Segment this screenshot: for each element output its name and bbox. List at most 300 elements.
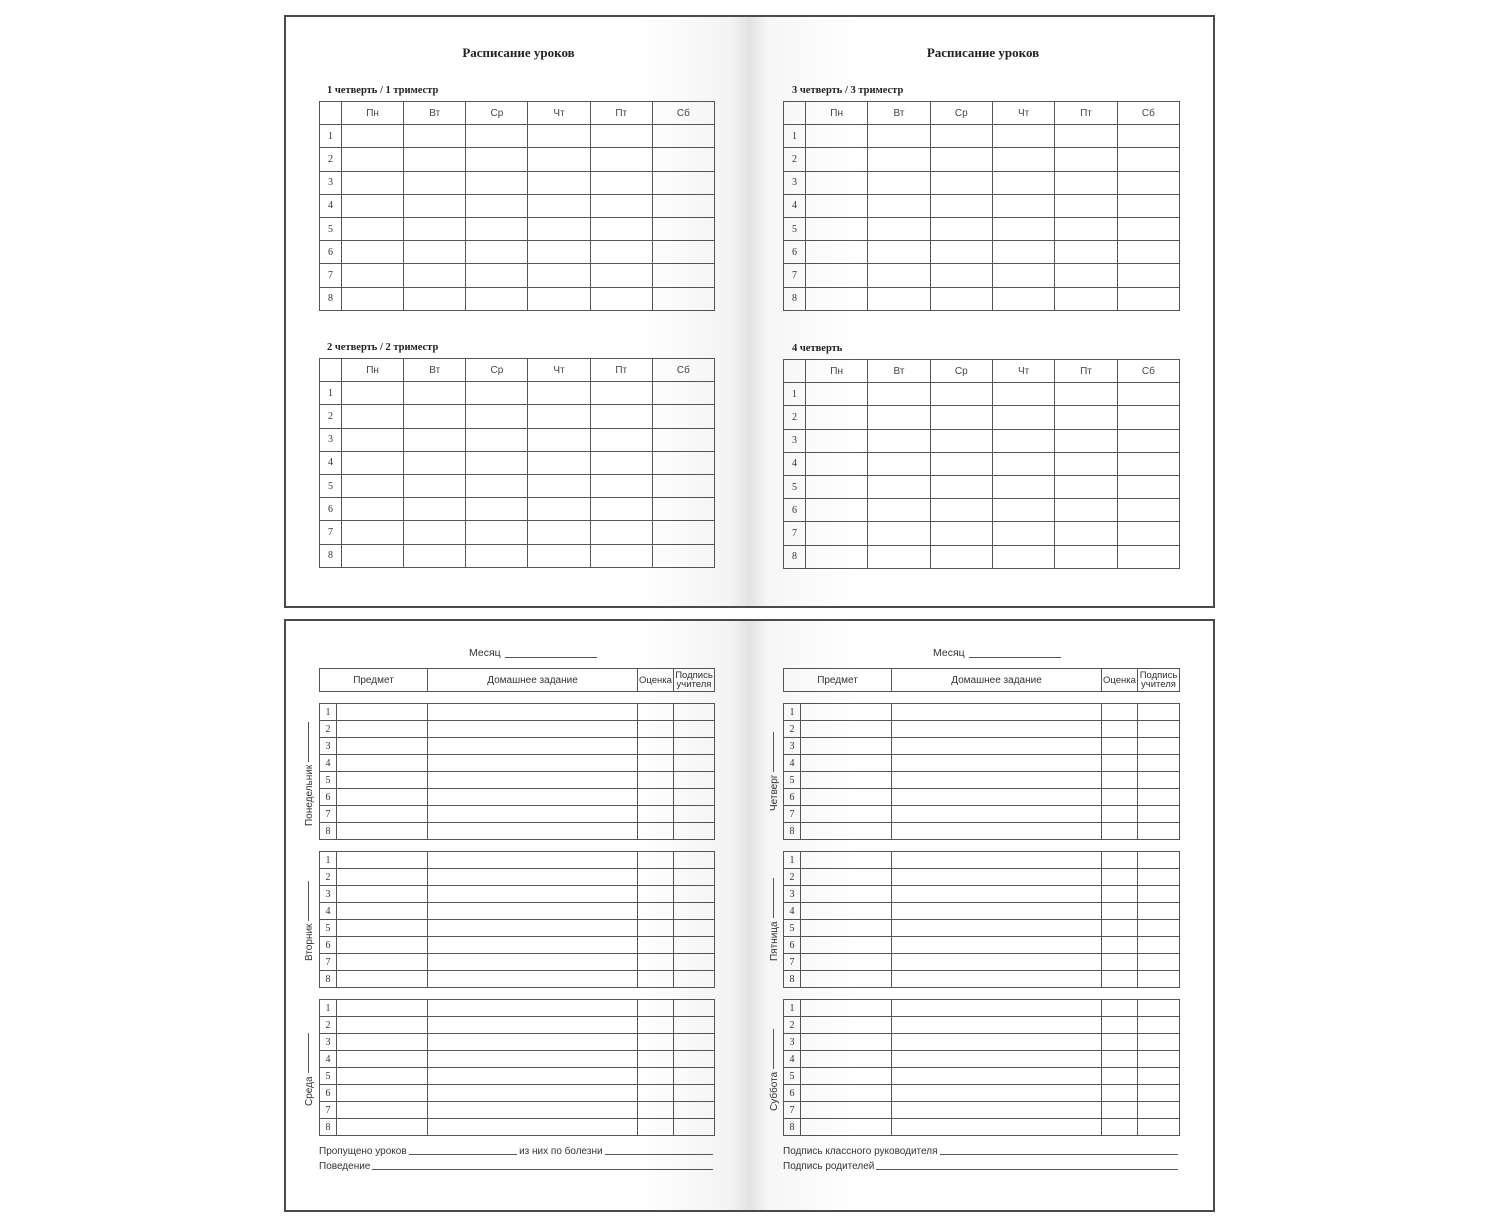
subject-cell[interactable]	[801, 1119, 892, 1136]
grade-cell[interactable]	[638, 1085, 674, 1102]
schedule-cell[interactable]	[528, 241, 590, 264]
schedule-cell[interactable]	[930, 383, 992, 406]
task-cell[interactable]	[892, 954, 1102, 971]
subject-cell[interactable]	[337, 903, 428, 920]
subject-cell[interactable]	[801, 738, 892, 755]
schedule-cell[interactable]	[930, 429, 992, 452]
schedule-cell[interactable]	[528, 428, 590, 451]
schedule-cell[interactable]	[806, 217, 868, 240]
schedule-cell[interactable]	[992, 241, 1054, 264]
grade-cell[interactable]	[1102, 886, 1138, 903]
schedule-cell[interactable]	[1117, 241, 1179, 264]
teacher-sign-cell[interactable]	[674, 1119, 715, 1136]
grade-cell[interactable]	[1102, 903, 1138, 920]
schedule-cell[interactable]	[992, 545, 1054, 568]
schedule-cell[interactable]	[806, 545, 868, 568]
schedule-cell[interactable]	[652, 194, 714, 217]
schedule-cell[interactable]	[1055, 264, 1117, 287]
schedule-cell[interactable]	[992, 194, 1054, 217]
teacher-sign-cell[interactable]	[674, 852, 715, 869]
schedule-cell[interactable]	[404, 382, 466, 405]
schedule-cell[interactable]	[590, 264, 652, 287]
schedule-cell[interactable]	[1117, 452, 1179, 475]
teacher-sign-cell[interactable]	[674, 721, 715, 738]
schedule-cell[interactable]	[404, 148, 466, 171]
schedule-cell[interactable]	[466, 125, 528, 148]
grade-cell[interactable]	[638, 806, 674, 823]
schedule-cell[interactable]	[1117, 406, 1179, 429]
task-cell[interactable]	[892, 1119, 1102, 1136]
schedule-cell[interactable]	[466, 382, 528, 405]
schedule-cell[interactable]	[992, 452, 1054, 475]
grade-cell[interactable]	[638, 738, 674, 755]
grade-cell[interactable]	[1102, 852, 1138, 869]
task-cell[interactable]	[892, 920, 1102, 937]
schedule-cell[interactable]	[342, 451, 404, 474]
teacher-sign-cell[interactable]	[1138, 789, 1180, 806]
task-cell[interactable]	[892, 869, 1102, 886]
schedule-cell[interactable]	[590, 405, 652, 428]
schedule-cell[interactable]	[590, 382, 652, 405]
schedule-cell[interactable]	[930, 171, 992, 194]
task-cell[interactable]	[428, 789, 638, 806]
teacher-sign-cell[interactable]	[1138, 806, 1180, 823]
subject-cell[interactable]	[337, 721, 428, 738]
schedule-cell[interactable]	[342, 264, 404, 287]
schedule-cell[interactable]	[404, 521, 466, 544]
schedule-cell[interactable]	[930, 406, 992, 429]
schedule-cell[interactable]	[342, 474, 404, 497]
schedule-cell[interactable]	[1055, 383, 1117, 406]
subject-cell[interactable]	[337, 1102, 428, 1119]
grade-cell[interactable]	[1102, 1102, 1138, 1119]
subject-cell[interactable]	[337, 971, 428, 988]
schedule-cell[interactable]	[528, 287, 590, 310]
teacher-sign-cell[interactable]	[674, 789, 715, 806]
task-cell[interactable]	[428, 738, 638, 755]
teacher-sign-cell[interactable]	[674, 738, 715, 755]
schedule-cell[interactable]	[342, 217, 404, 240]
grade-cell[interactable]	[1102, 1034, 1138, 1051]
subject-cell[interactable]	[337, 704, 428, 721]
schedule-cell[interactable]	[868, 287, 930, 310]
schedule-cell[interactable]	[1055, 545, 1117, 568]
schedule-cell[interactable]	[806, 429, 868, 452]
subject-cell[interactable]	[801, 789, 892, 806]
schedule-cell[interactable]	[1117, 217, 1179, 240]
schedule-cell[interactable]	[528, 451, 590, 474]
schedule-cell[interactable]	[652, 405, 714, 428]
schedule-cell[interactable]	[404, 428, 466, 451]
teacher-sign-cell[interactable]	[674, 704, 715, 721]
schedule-cell[interactable]	[930, 545, 992, 568]
grade-cell[interactable]	[638, 886, 674, 903]
schedule-cell[interactable]	[652, 382, 714, 405]
teacher-sign-cell[interactable]	[1138, 1017, 1180, 1034]
schedule-cell[interactable]	[466, 451, 528, 474]
schedule-cell[interactable]	[992, 383, 1054, 406]
teacher-sign-cell[interactable]	[1138, 903, 1180, 920]
grade-cell[interactable]	[638, 823, 674, 840]
schedule-cell[interactable]	[992, 475, 1054, 498]
schedule-cell[interactable]	[992, 148, 1054, 171]
subject-cell[interactable]	[337, 920, 428, 937]
task-cell[interactable]	[892, 738, 1102, 755]
task-cell[interactable]	[892, 1051, 1102, 1068]
schedule-cell[interactable]	[528, 498, 590, 521]
schedule-cell[interactable]	[992, 125, 1054, 148]
teacher-sign-cell[interactable]	[1138, 1051, 1180, 1068]
schedule-cell[interactable]	[528, 194, 590, 217]
subject-cell[interactable]	[801, 920, 892, 937]
schedule-cell[interactable]	[404, 171, 466, 194]
task-cell[interactable]	[892, 772, 1102, 789]
schedule-cell[interactable]	[930, 217, 992, 240]
schedule-cell[interactable]	[868, 499, 930, 522]
schedule-cell[interactable]	[806, 522, 868, 545]
schedule-cell[interactable]	[590, 194, 652, 217]
grade-cell[interactable]	[1102, 954, 1138, 971]
schedule-cell[interactable]	[590, 148, 652, 171]
schedule-cell[interactable]	[466, 264, 528, 287]
schedule-cell[interactable]	[528, 382, 590, 405]
schedule-cell[interactable]	[342, 287, 404, 310]
schedule-cell[interactable]	[806, 452, 868, 475]
schedule-cell[interactable]	[992, 406, 1054, 429]
teacher-sign-cell[interactable]	[1138, 1102, 1180, 1119]
schedule-cell[interactable]	[1055, 148, 1117, 171]
task-cell[interactable]	[892, 806, 1102, 823]
teacher-sign-cell[interactable]	[674, 886, 715, 903]
schedule-cell[interactable]	[404, 544, 466, 567]
grade-cell[interactable]	[1102, 1017, 1138, 1034]
schedule-cell[interactable]	[652, 451, 714, 474]
grade-cell[interactable]	[638, 721, 674, 738]
teacher-sign-cell[interactable]	[1138, 1085, 1180, 1102]
teacher-sign-cell[interactable]	[1138, 704, 1180, 721]
grade-cell[interactable]	[638, 1051, 674, 1068]
schedule-cell[interactable]	[1117, 475, 1179, 498]
schedule-cell[interactable]	[590, 217, 652, 240]
subject-cell[interactable]	[337, 1119, 428, 1136]
subject-cell[interactable]	[337, 1068, 428, 1085]
subject-cell[interactable]	[801, 954, 892, 971]
schedule-cell[interactable]	[404, 287, 466, 310]
grade-cell[interactable]	[638, 954, 674, 971]
grade-cell[interactable]	[638, 789, 674, 806]
schedule-cell[interactable]	[404, 217, 466, 240]
teacher-sign-cell[interactable]	[674, 755, 715, 772]
schedule-cell[interactable]	[930, 475, 992, 498]
subject-cell[interactable]	[337, 1085, 428, 1102]
schedule-cell[interactable]	[652, 171, 714, 194]
schedule-cell[interactable]	[466, 148, 528, 171]
schedule-cell[interactable]	[930, 522, 992, 545]
schedule-cell[interactable]	[528, 521, 590, 544]
schedule-cell[interactable]	[806, 383, 868, 406]
grade-cell[interactable]	[1102, 806, 1138, 823]
schedule-cell[interactable]	[342, 171, 404, 194]
schedule-cell[interactable]	[528, 474, 590, 497]
subject-cell[interactable]	[801, 1000, 892, 1017]
grade-cell[interactable]	[1102, 920, 1138, 937]
schedule-cell[interactable]	[930, 287, 992, 310]
schedule-cell[interactable]	[1117, 545, 1179, 568]
schedule-cell[interactable]	[342, 498, 404, 521]
teacher-sign-cell[interactable]	[674, 1068, 715, 1085]
grade-cell[interactable]	[638, 1034, 674, 1051]
subject-cell[interactable]	[801, 755, 892, 772]
subject-cell[interactable]	[337, 738, 428, 755]
grade-cell[interactable]	[1102, 1085, 1138, 1102]
grade-cell[interactable]	[1102, 823, 1138, 840]
schedule-cell[interactable]	[652, 498, 714, 521]
task-cell[interactable]	[428, 1017, 638, 1034]
schedule-cell[interactable]	[868, 148, 930, 171]
schedule-cell[interactable]	[992, 171, 1054, 194]
task-cell[interactable]	[892, 1068, 1102, 1085]
task-cell[interactable]	[892, 1000, 1102, 1017]
grade-cell[interactable]	[1102, 704, 1138, 721]
task-cell[interactable]	[892, 1085, 1102, 1102]
schedule-cell[interactable]	[652, 217, 714, 240]
schedule-cell[interactable]	[652, 544, 714, 567]
schedule-cell[interactable]	[1055, 287, 1117, 310]
schedule-cell[interactable]	[868, 522, 930, 545]
schedule-cell[interactable]	[528, 405, 590, 428]
schedule-cell[interactable]	[528, 264, 590, 287]
schedule-cell[interactable]	[1117, 429, 1179, 452]
grade-cell[interactable]	[1102, 1119, 1138, 1136]
schedule-cell[interactable]	[868, 217, 930, 240]
subject-cell[interactable]	[337, 852, 428, 869]
task-cell[interactable]	[892, 823, 1102, 840]
schedule-cell[interactable]	[466, 428, 528, 451]
schedule-cell[interactable]	[342, 382, 404, 405]
schedule-cell[interactable]	[528, 125, 590, 148]
subject-cell[interactable]	[801, 869, 892, 886]
schedule-cell[interactable]	[404, 241, 466, 264]
schedule-cell[interactable]	[466, 241, 528, 264]
teacher-sign-cell[interactable]	[674, 1000, 715, 1017]
subject-cell[interactable]	[801, 1102, 892, 1119]
grade-cell[interactable]	[638, 1000, 674, 1017]
schedule-cell[interactable]	[342, 405, 404, 428]
schedule-cell[interactable]	[806, 194, 868, 217]
grade-cell[interactable]	[1102, 789, 1138, 806]
schedule-cell[interactable]	[806, 287, 868, 310]
schedule-cell[interactable]	[466, 194, 528, 217]
schedule-cell[interactable]	[590, 498, 652, 521]
task-cell[interactable]	[892, 937, 1102, 954]
schedule-cell[interactable]	[806, 264, 868, 287]
schedule-cell[interactable]	[868, 194, 930, 217]
task-cell[interactable]	[428, 1085, 638, 1102]
schedule-cell[interactable]	[652, 148, 714, 171]
schedule-cell[interactable]	[1055, 452, 1117, 475]
task-cell[interactable]	[428, 1102, 638, 1119]
schedule-cell[interactable]	[1055, 522, 1117, 545]
grade-cell[interactable]	[1102, 971, 1138, 988]
schedule-cell[interactable]	[868, 125, 930, 148]
grade-cell[interactable]	[1102, 721, 1138, 738]
grade-cell[interactable]	[638, 920, 674, 937]
task-cell[interactable]	[892, 789, 1102, 806]
schedule-cell[interactable]	[652, 521, 714, 544]
grade-cell[interactable]	[1102, 1068, 1138, 1085]
task-cell[interactable]	[428, 755, 638, 772]
subject-cell[interactable]	[337, 1051, 428, 1068]
schedule-cell[interactable]	[466, 287, 528, 310]
teacher-sign-cell[interactable]	[674, 772, 715, 789]
schedule-cell[interactable]	[868, 383, 930, 406]
schedule-cell[interactable]	[930, 452, 992, 475]
schedule-cell[interactable]	[342, 241, 404, 264]
schedule-cell[interactable]	[930, 241, 992, 264]
schedule-cell[interactable]	[806, 499, 868, 522]
schedule-cell[interactable]	[590, 474, 652, 497]
schedule-cell[interactable]	[806, 475, 868, 498]
schedule-cell[interactable]	[652, 287, 714, 310]
subject-cell[interactable]	[801, 971, 892, 988]
grade-cell[interactable]	[1102, 738, 1138, 755]
grade-cell[interactable]	[1102, 1051, 1138, 1068]
schedule-cell[interactable]	[1117, 383, 1179, 406]
teacher-sign-cell[interactable]	[674, 937, 715, 954]
task-cell[interactable]	[428, 886, 638, 903]
teacher-sign-cell[interactable]	[674, 823, 715, 840]
schedule-cell[interactable]	[992, 499, 1054, 522]
schedule-cell[interactable]	[868, 475, 930, 498]
schedule-cell[interactable]	[342, 125, 404, 148]
teacher-sign-cell[interactable]	[674, 920, 715, 937]
schedule-cell[interactable]	[992, 429, 1054, 452]
teacher-sign-cell[interactable]	[674, 1102, 715, 1119]
schedule-cell[interactable]	[992, 264, 1054, 287]
task-cell[interactable]	[428, 1119, 638, 1136]
schedule-cell[interactable]	[1055, 475, 1117, 498]
grade-cell[interactable]	[638, 852, 674, 869]
schedule-cell[interactable]	[466, 171, 528, 194]
schedule-cell[interactable]	[404, 498, 466, 521]
schedule-cell[interactable]	[342, 428, 404, 451]
schedule-cell[interactable]	[930, 499, 992, 522]
teacher-sign-cell[interactable]	[1138, 772, 1180, 789]
subject-cell[interactable]	[337, 869, 428, 886]
schedule-cell[interactable]	[404, 474, 466, 497]
subject-cell[interactable]	[337, 1017, 428, 1034]
task-cell[interactable]	[892, 903, 1102, 920]
schedule-cell[interactable]	[1117, 125, 1179, 148]
schedule-cell[interactable]	[806, 241, 868, 264]
grade-cell[interactable]	[638, 704, 674, 721]
subject-cell[interactable]	[337, 937, 428, 954]
schedule-cell[interactable]	[930, 264, 992, 287]
schedule-cell[interactable]	[1055, 406, 1117, 429]
schedule-cell[interactable]	[466, 405, 528, 428]
schedule-cell[interactable]	[1117, 171, 1179, 194]
schedule-cell[interactable]	[652, 474, 714, 497]
schedule-cell[interactable]	[590, 428, 652, 451]
schedule-cell[interactable]	[404, 125, 466, 148]
grade-cell[interactable]	[1102, 1000, 1138, 1017]
schedule-cell[interactable]	[1117, 194, 1179, 217]
schedule-cell[interactable]	[342, 544, 404, 567]
task-cell[interactable]	[428, 903, 638, 920]
schedule-cell[interactable]	[404, 451, 466, 474]
schedule-cell[interactable]	[868, 452, 930, 475]
subject-cell[interactable]	[337, 755, 428, 772]
schedule-cell[interactable]	[806, 171, 868, 194]
schedule-cell[interactable]	[1055, 241, 1117, 264]
schedule-cell[interactable]	[1117, 522, 1179, 545]
schedule-cell[interactable]	[404, 264, 466, 287]
grade-cell[interactable]	[638, 971, 674, 988]
schedule-cell[interactable]	[1055, 194, 1117, 217]
schedule-cell[interactable]	[1117, 148, 1179, 171]
task-cell[interactable]	[428, 1051, 638, 1068]
schedule-cell[interactable]	[1055, 217, 1117, 240]
teacher-sign-cell[interactable]	[674, 1085, 715, 1102]
task-cell[interactable]	[428, 920, 638, 937]
schedule-cell[interactable]	[652, 125, 714, 148]
schedule-cell[interactable]	[466, 498, 528, 521]
schedule-cell[interactable]	[342, 194, 404, 217]
task-cell[interactable]	[892, 886, 1102, 903]
schedule-cell[interactable]	[528, 217, 590, 240]
schedule-cell[interactable]	[868, 241, 930, 264]
schedule-cell[interactable]	[992, 522, 1054, 545]
task-cell[interactable]	[428, 1034, 638, 1051]
teacher-sign-cell[interactable]	[1138, 1119, 1180, 1136]
schedule-cell[interactable]	[806, 125, 868, 148]
task-cell[interactable]	[892, 755, 1102, 772]
task-cell[interactable]	[428, 772, 638, 789]
task-cell[interactable]	[428, 704, 638, 721]
task-cell[interactable]	[892, 1017, 1102, 1034]
task-cell[interactable]	[892, 1034, 1102, 1051]
subject-cell[interactable]	[337, 1000, 428, 1017]
schedule-cell[interactable]	[930, 194, 992, 217]
task-cell[interactable]	[892, 704, 1102, 721]
subject-cell[interactable]	[801, 721, 892, 738]
grade-cell[interactable]	[638, 772, 674, 789]
schedule-cell[interactable]	[1055, 499, 1117, 522]
schedule-cell[interactable]	[404, 194, 466, 217]
teacher-sign-cell[interactable]	[1138, 886, 1180, 903]
teacher-sign-cell[interactable]	[674, 954, 715, 971]
subject-cell[interactable]	[801, 1085, 892, 1102]
teacher-sign-cell[interactable]	[1138, 1068, 1180, 1085]
task-cell[interactable]	[892, 852, 1102, 869]
task-cell[interactable]	[428, 869, 638, 886]
grade-cell[interactable]	[638, 755, 674, 772]
teacher-sign-cell[interactable]	[1138, 1000, 1180, 1017]
schedule-cell[interactable]	[930, 148, 992, 171]
subject-cell[interactable]	[801, 772, 892, 789]
subject-cell[interactable]	[337, 886, 428, 903]
schedule-cell[interactable]	[466, 217, 528, 240]
teacher-sign-cell[interactable]	[1138, 954, 1180, 971]
subject-cell[interactable]	[337, 954, 428, 971]
task-cell[interactable]	[428, 823, 638, 840]
subject-cell[interactable]	[801, 1017, 892, 1034]
task-cell[interactable]	[428, 721, 638, 738]
teacher-sign-cell[interactable]	[1138, 721, 1180, 738]
schedule-cell[interactable]	[652, 428, 714, 451]
schedule-cell[interactable]	[528, 148, 590, 171]
grade-cell[interactable]	[638, 903, 674, 920]
